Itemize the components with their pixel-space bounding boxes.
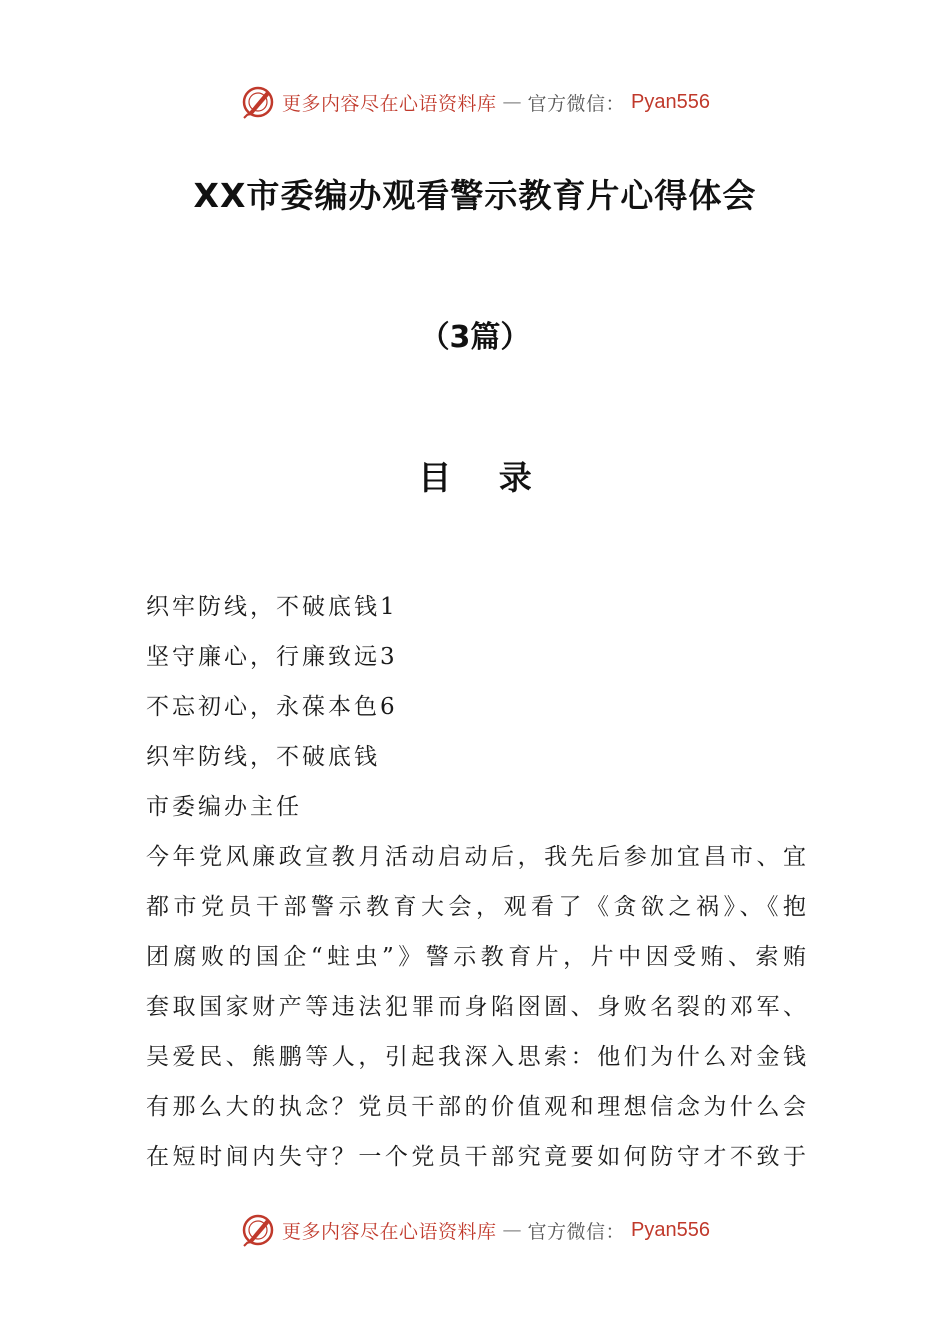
section-title: 织牢防线，不破底钱 — [146, 744, 380, 770]
toc-entry-3[interactable]: 不忘初心，永葆本色6 — [146, 694, 398, 720]
section-author: 市委编办主任 — [146, 794, 302, 820]
banner-wechat-label: 官方微信： — [527, 92, 626, 115]
quill-pen-logo-icon — [240, 84, 276, 120]
body-line: 套取国家财产等违法犯罪而身陷囹圄、身败名裂的邓军、 — [146, 994, 806, 1020]
banner-wechat-handle: Pyan556 — [631, 1218, 710, 1241]
toc-entry-1[interactable]: 织牢防线，不破底钱1 — [146, 594, 398, 620]
document-body — [146, 582, 806, 1182]
banner-separator: — — [502, 91, 522, 113]
body-line: 都市党员干部警示教育大会，观看了《贪欲之祸》、《抱 — [146, 894, 806, 920]
toc-entry-2[interactable]: 坚守廉心，行廉致远3 — [146, 644, 398, 670]
quill-pen-logo-icon — [240, 1212, 276, 1248]
banner-wechat-handle: Pyan556 — [631, 90, 710, 113]
banner-wechat-label: 官方微信： — [527, 1220, 626, 1243]
body-line: 有那么大的执念？党员干部的价值观和理想信念为什么会 — [146, 1094, 806, 1120]
body-line: 吴爱民、熊鹏等人，引起我深入思索：他们为什么对金钱 — [146, 1044, 806, 1070]
header-watermark-banner — [0, 82, 950, 122]
body-line: 团腐败的国企“蛀虫”》警示教育片，片中因受贿、索贿 — [146, 944, 806, 970]
body-line: 今年党风廉政宣教月活动启动后，我先后参加宜昌市、宜 — [146, 844, 806, 870]
banner-content — [240, 1212, 710, 1248]
banner-library-text: 更多内容尽在心语资料库 — [282, 1220, 497, 1243]
banner-library-text: 更多内容尽在心语资料库 — [282, 92, 497, 115]
toc-heading: 目 录 — [418, 458, 550, 497]
document-subtitle: （3篇） — [419, 320, 531, 355]
document-title: XX市委编办观看警示教育片心得体会 — [193, 176, 757, 215]
body-line: 在短时间内失守？一个党员干部究竟要如何防守才不致于 — [146, 1144, 806, 1170]
banner-separator: — — [502, 1219, 522, 1241]
footer-watermark-banner — [0, 1210, 950, 1250]
banner-content — [240, 84, 710, 120]
